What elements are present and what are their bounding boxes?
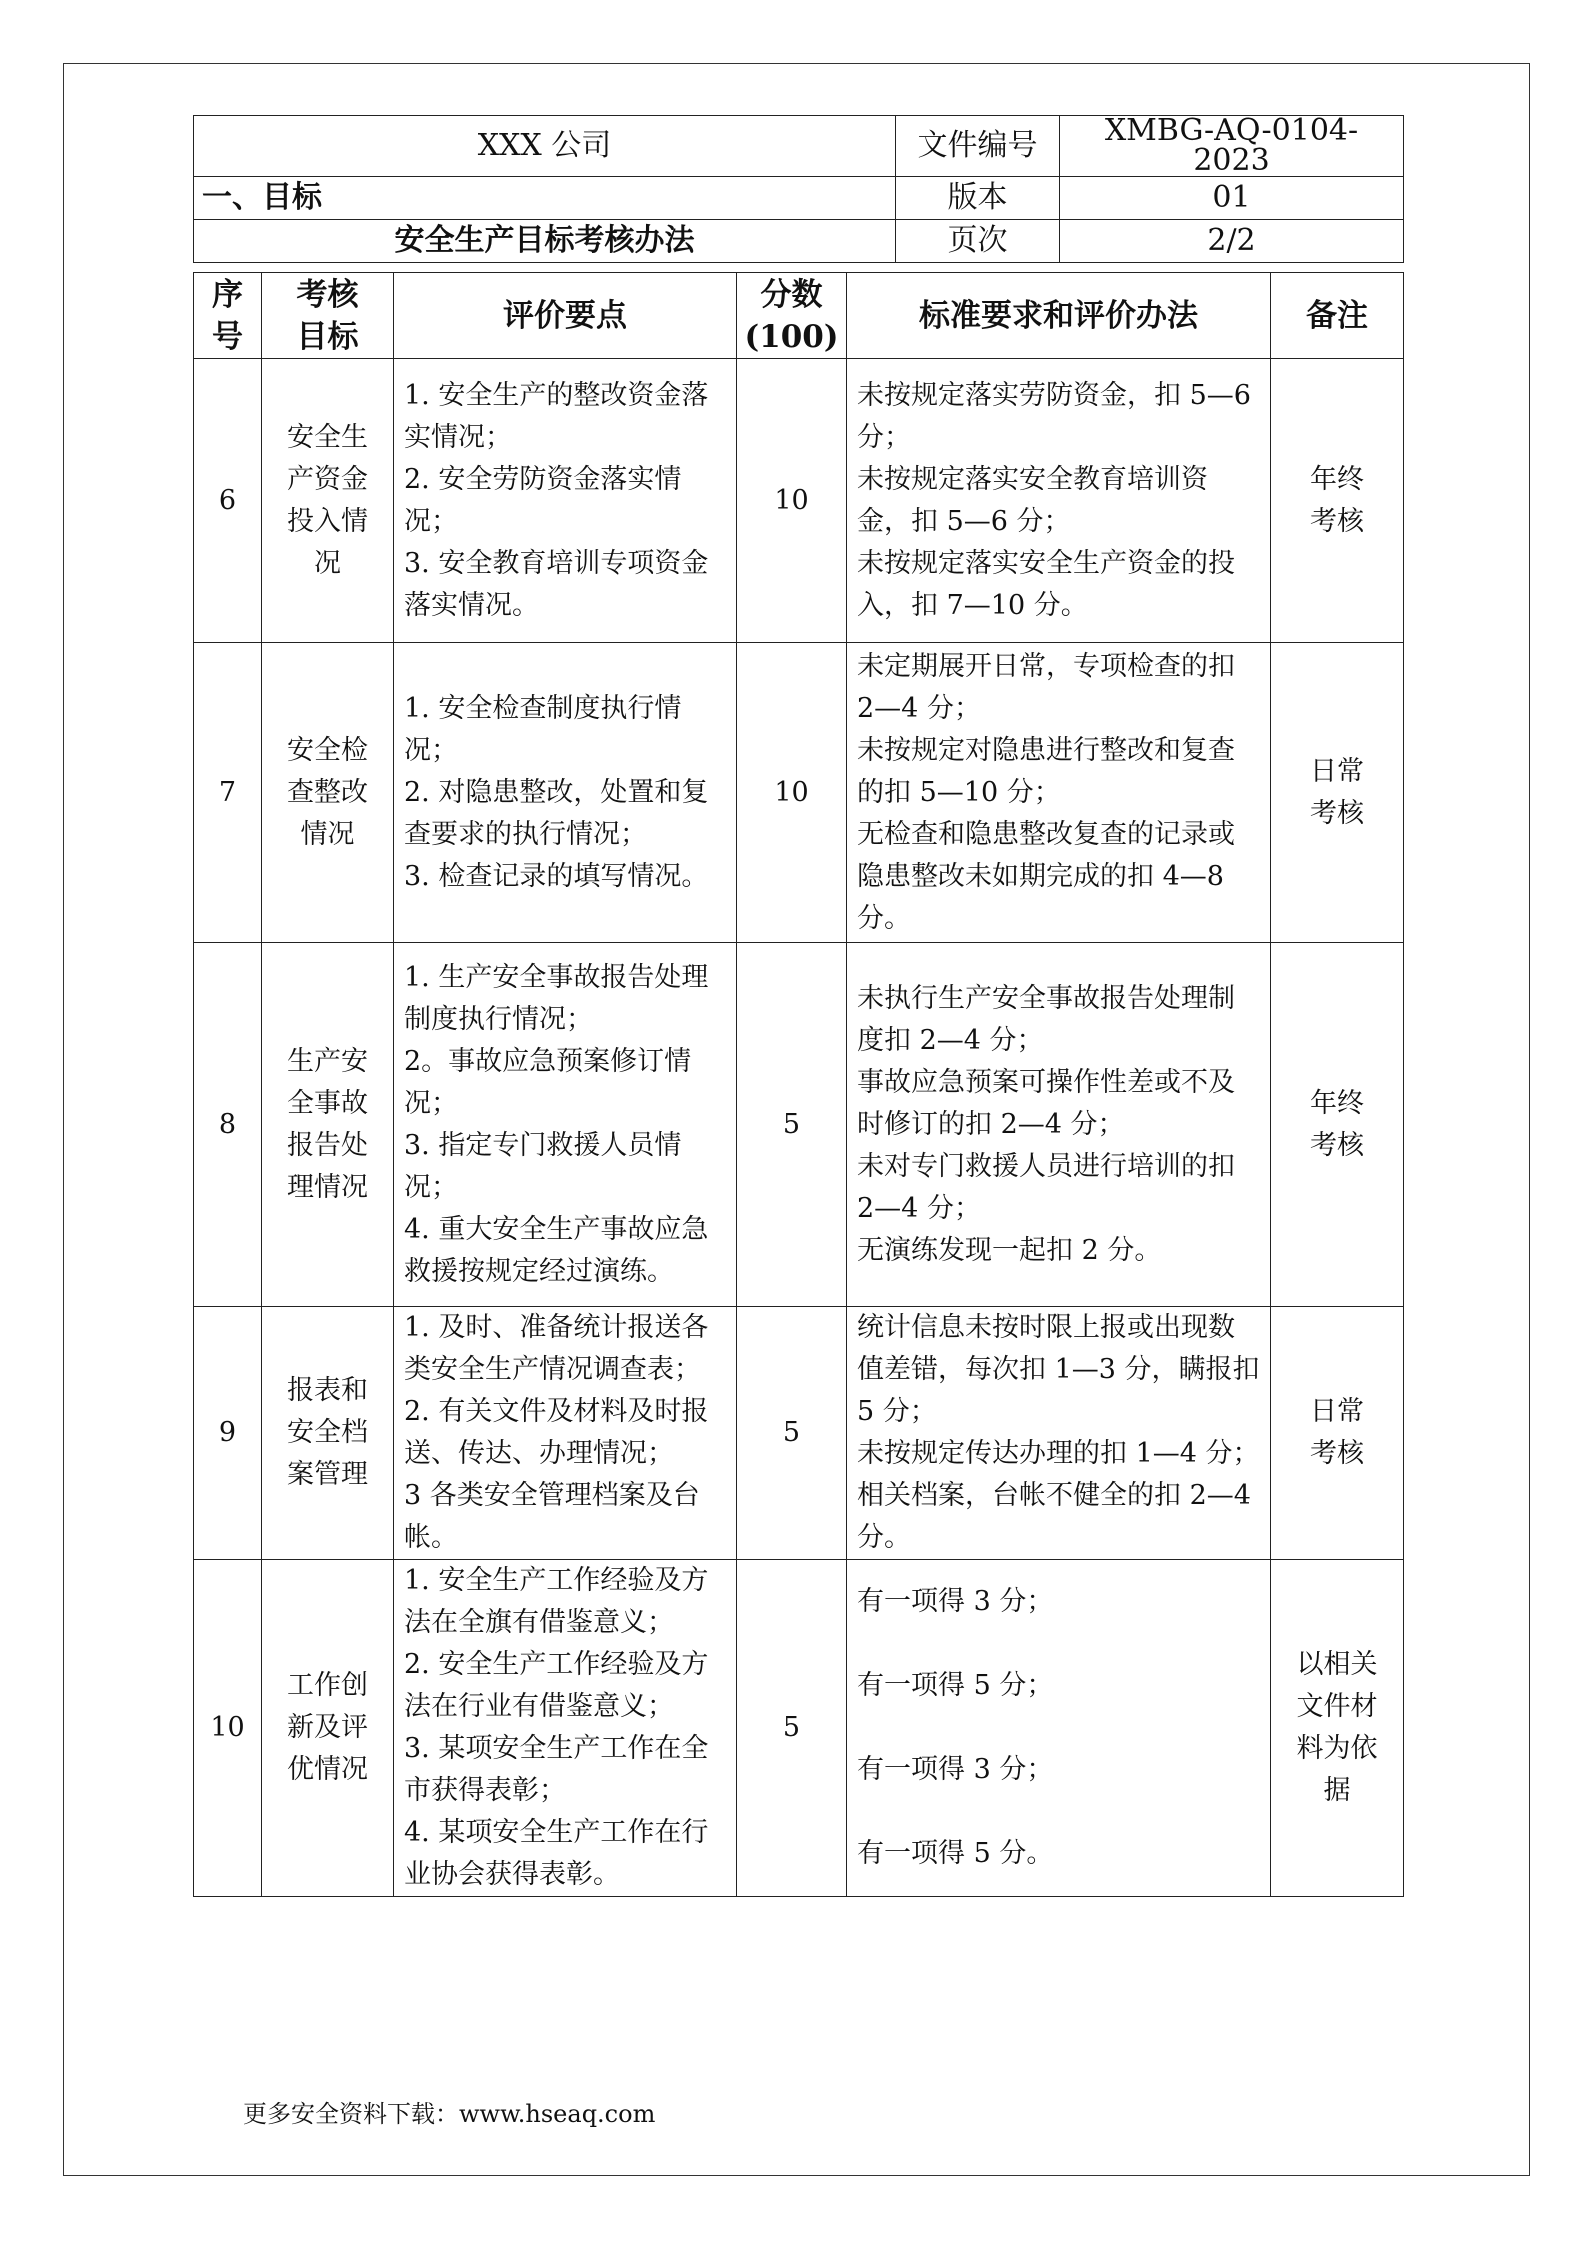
assessment-goal-line: 查整改 xyxy=(287,776,368,808)
evaluation-points-line: 况； xyxy=(404,505,458,537)
evaluation-points-line: 3 各类安全管理档案及台 xyxy=(404,1480,700,1511)
row-number: 10 xyxy=(194,1560,262,1897)
standard-method xyxy=(847,1560,1271,1897)
standard-method-line: 统计信息未按时限上报或出现数 xyxy=(857,1312,1235,1343)
evaluation-points-line: 业协会获得表彰。 xyxy=(404,1859,620,1890)
evaluation-points xyxy=(394,1307,737,1560)
evaluation-points-line: 制度执行情况； xyxy=(404,1003,593,1035)
standard-method-line: 未按规定对隐患进行整改和复查 xyxy=(857,734,1235,766)
table-row xyxy=(194,643,1404,943)
assessment-goal-line: 理情况 xyxy=(287,1171,368,1203)
evaluation-points-line: 救援按规定经过演练。 xyxy=(404,1255,674,1287)
remark-line: 考核 xyxy=(1310,1129,1364,1161)
evaluation-points-line: 3. 指定专门救援人员情 xyxy=(404,1129,682,1161)
standard-method-line: 未按规定落实安全教育培训资 xyxy=(857,463,1208,495)
col-header-points: 评价要点 xyxy=(394,273,737,359)
evaluation-points-line: 2。事故应急预案修订情 xyxy=(404,1045,692,1077)
standard-method-line: 无检查和隐患整改复查的记录或 xyxy=(857,818,1235,850)
col-header-standard: 标准要求和评价办法 xyxy=(847,273,1271,359)
standard-method-line: 金，扣 5—6 分； xyxy=(857,505,1071,537)
remark xyxy=(1271,943,1404,1307)
table-header-row xyxy=(194,273,1404,359)
assessment-goal xyxy=(262,359,394,643)
remark-line: 考核 xyxy=(1310,797,1364,829)
evaluation-points xyxy=(394,359,737,643)
table-row xyxy=(194,943,1404,1307)
evaluation-points-line: 4. 重大安全生产事故应急 xyxy=(404,1213,709,1245)
version-label: 版本 xyxy=(896,177,1060,220)
evaluation-points-line: 类安全生产情况调查表； xyxy=(404,1354,701,1385)
standard-method-line: 有一项得 5 分； xyxy=(857,1670,1054,1701)
standard-method-line: 未按规定落实劳防资金，扣 5—6 xyxy=(857,379,1251,411)
score-value: 10 xyxy=(737,643,847,943)
standard-method xyxy=(847,943,1271,1307)
page-number: 2/2 xyxy=(1060,220,1404,263)
assessment-goal xyxy=(262,943,394,1307)
evaluation-points-line: 2. 对隐患整改，处置和复 xyxy=(404,776,709,808)
evaluation-points-line: 帐。 xyxy=(404,1522,458,1553)
evaluation-points-line: 实情况； xyxy=(404,421,512,453)
standard-method-line: 入，扣 7—10 分。 xyxy=(857,589,1088,621)
standard-method-line: 度扣 2—4 分； xyxy=(857,1024,1044,1056)
remark-line: 年终 xyxy=(1310,463,1364,495)
remark-line: 日常 xyxy=(1310,755,1364,787)
standard-method-line: 分； xyxy=(857,421,911,453)
version-value: 01 xyxy=(1060,177,1404,220)
evaluation-points-line: 送、传达、办理情况； xyxy=(404,1438,674,1469)
score-value: 5 xyxy=(737,943,847,1307)
evaluation-points-line: 市获得表彰； xyxy=(404,1775,566,1806)
assessment-goal-line: 情况 xyxy=(300,818,355,850)
doc-number-label: 文件编号 xyxy=(896,116,1060,177)
standard-method-line: 事故应急预案可操作性差或不及 xyxy=(857,1066,1235,1098)
row-number: 6 xyxy=(194,359,262,643)
score-value: 5 xyxy=(737,1307,847,1560)
evaluation-points-line: 查要求的执行情况； xyxy=(404,818,647,850)
standard-method-line: 有一项得 5 分。 xyxy=(857,1838,1054,1869)
standard-method-line: 有一项得 3 分； xyxy=(857,1754,1054,1785)
assessment-goal-line: 安全检 xyxy=(287,734,368,766)
document-title: 安全生产目标考核办法 xyxy=(194,220,896,263)
standard-method-line: 分。 xyxy=(857,1522,911,1553)
assessment-goal-line: 新及评 xyxy=(287,1712,368,1743)
table-row xyxy=(194,1560,1404,1897)
standard-method xyxy=(847,643,1271,943)
evaluation-points-line: 3. 安全教育培训专项资金 xyxy=(404,547,709,579)
standard-method-line: 时修订的扣 2—4 分； xyxy=(857,1108,1125,1140)
row-number: 9 xyxy=(194,1307,262,1560)
evaluation-points-line: 2. 安全生产工作经验及方 xyxy=(404,1649,709,1680)
standard-method-line: 隐患整改未如期完成的扣 4—8 xyxy=(857,860,1224,892)
evaluation-points-line: 况； xyxy=(404,734,458,766)
page-label: 页次 xyxy=(896,220,1060,263)
assessment-goal xyxy=(262,643,394,943)
evaluation-points-line: 法在全旗有借鉴意义； xyxy=(404,1607,674,1638)
standard-method-line: 2—4 分； xyxy=(857,692,981,724)
remark-line: 据 xyxy=(1323,1775,1351,1806)
evaluation-points-line: 况； xyxy=(404,1087,458,1119)
score-value: 10 xyxy=(737,359,847,643)
footer-download-text: 更多安全资料下载：www.hseaq.com xyxy=(243,2100,656,2128)
evaluation-points-line: 1. 及时、准备统计报送各 xyxy=(404,1312,709,1343)
assessment-goal-line: 全事故 xyxy=(287,1087,368,1119)
col-header-num: 序 号 xyxy=(194,273,262,359)
evaluation-points-line: 1. 生产安全事故报告处理 xyxy=(404,961,709,993)
standard-method-line: 有一项得 3 分； xyxy=(857,1586,1054,1617)
assessment-goal-line: 生产安 xyxy=(287,1045,368,1077)
assessment-goal-line: 报告处 xyxy=(287,1129,368,1161)
doc-number: XMBG-AQ-0104-2023 xyxy=(1060,116,1404,177)
evaluation-points xyxy=(394,643,737,943)
evaluation-points-line: 1. 安全检查制度执行情 xyxy=(404,692,682,724)
standard-method-line: 未按规定传达办理的扣 1—4 分； xyxy=(857,1438,1260,1469)
col-header-note: 备注 xyxy=(1271,273,1404,359)
remark-line: 日常 xyxy=(1310,1396,1364,1427)
assessment-goal xyxy=(262,1307,394,1560)
assessment-goal-line: 优情况 xyxy=(287,1754,368,1785)
remark xyxy=(1271,643,1404,943)
assessment-goal-line: 投入情 xyxy=(287,505,368,537)
standard-method-line: 无演练发现一起扣 2 分。 xyxy=(857,1234,1162,1266)
assessment-table xyxy=(193,272,1404,1897)
evaluation-points xyxy=(394,1560,737,1897)
col-header-goal: 考核 目标 xyxy=(262,273,394,359)
standard-method xyxy=(847,1307,1271,1560)
standard-method-line: 5 分； xyxy=(857,1396,937,1427)
evaluation-points-line: 落实情况。 xyxy=(404,589,539,621)
row-number: 8 xyxy=(194,943,262,1307)
standard-method-line: 值差错，每次扣 1—3 分，瞒报扣 xyxy=(857,1354,1260,1385)
row-number: 7 xyxy=(194,643,262,943)
evaluation-points-line: 2. 有关文件及材料及时报 xyxy=(404,1396,709,1427)
remark xyxy=(1271,1307,1404,1560)
standard-method-line: 未执行生产安全事故报告处理制 xyxy=(857,982,1235,1014)
remark xyxy=(1271,359,1404,643)
remark-line: 考核 xyxy=(1310,505,1364,537)
standard-method-line: 未对专门救援人员进行培训的扣 xyxy=(857,1150,1235,1182)
assessment-goal-line: 产资金 xyxy=(287,463,368,495)
evaluation-points-line: 3. 检查记录的填写情况。 xyxy=(404,860,709,892)
standard-method-line: 的扣 5—10 分； xyxy=(857,776,1061,808)
assessment-goal-line: 案管理 xyxy=(287,1459,368,1490)
evaluation-points-line: 2. 安全劳防资金落实情 xyxy=(404,463,682,495)
evaluation-points xyxy=(394,943,737,1307)
col-header-score: 分数 (100) xyxy=(737,273,847,359)
standard-method-line: 2—4 分； xyxy=(857,1192,981,1224)
assessment-goal-line: 工作创 xyxy=(287,1670,368,1701)
remark-line: 年终 xyxy=(1310,1087,1364,1119)
assessment-goal-line: 况 xyxy=(314,547,341,579)
score-value: 5 xyxy=(737,1560,847,1897)
document-header-table xyxy=(193,115,1404,263)
standard-method-line: 相关档案，台帐不健全的扣 2—4 xyxy=(857,1480,1251,1511)
evaluation-points-line: 3. 某项安全生产工作在全 xyxy=(404,1733,709,1764)
assessment-goal xyxy=(262,1560,394,1897)
remark-line: 以相关 xyxy=(1296,1649,1378,1680)
remark xyxy=(1271,1560,1404,1897)
remark-line: 料为依 xyxy=(1296,1733,1378,1764)
standard-method-line: 未按规定落实安全生产资金的投 xyxy=(857,547,1235,579)
assessment-goal-line: 报表和 xyxy=(287,1375,368,1406)
remark-line: 考核 xyxy=(1310,1438,1364,1469)
evaluation-points-line: 4. 某项安全生产工作在行 xyxy=(404,1817,709,1848)
evaluation-points-line: 1. 安全生产的整改资金落 xyxy=(404,379,709,411)
standard-method-line: 分。 xyxy=(857,902,911,934)
company-name: XXX 公司 xyxy=(194,116,896,177)
section-title: 一、目标 xyxy=(194,177,896,220)
assessment-goal-line: 安全档 xyxy=(287,1417,368,1448)
remark-line: 文件材 xyxy=(1296,1691,1378,1722)
assessment-goal-line: 安全生 xyxy=(287,421,368,453)
standard-method xyxy=(847,359,1271,643)
evaluation-points-line: 1. 安全生产工作经验及方 xyxy=(404,1565,709,1596)
standard-method-line: 未定期展开日常，专项检查的扣 xyxy=(857,650,1235,682)
table-row xyxy=(194,359,1404,643)
evaluation-points-line: 法在行业有借鉴意义； xyxy=(404,1691,674,1722)
evaluation-points-line: 况； xyxy=(404,1171,458,1203)
table-row xyxy=(194,1307,1404,1560)
